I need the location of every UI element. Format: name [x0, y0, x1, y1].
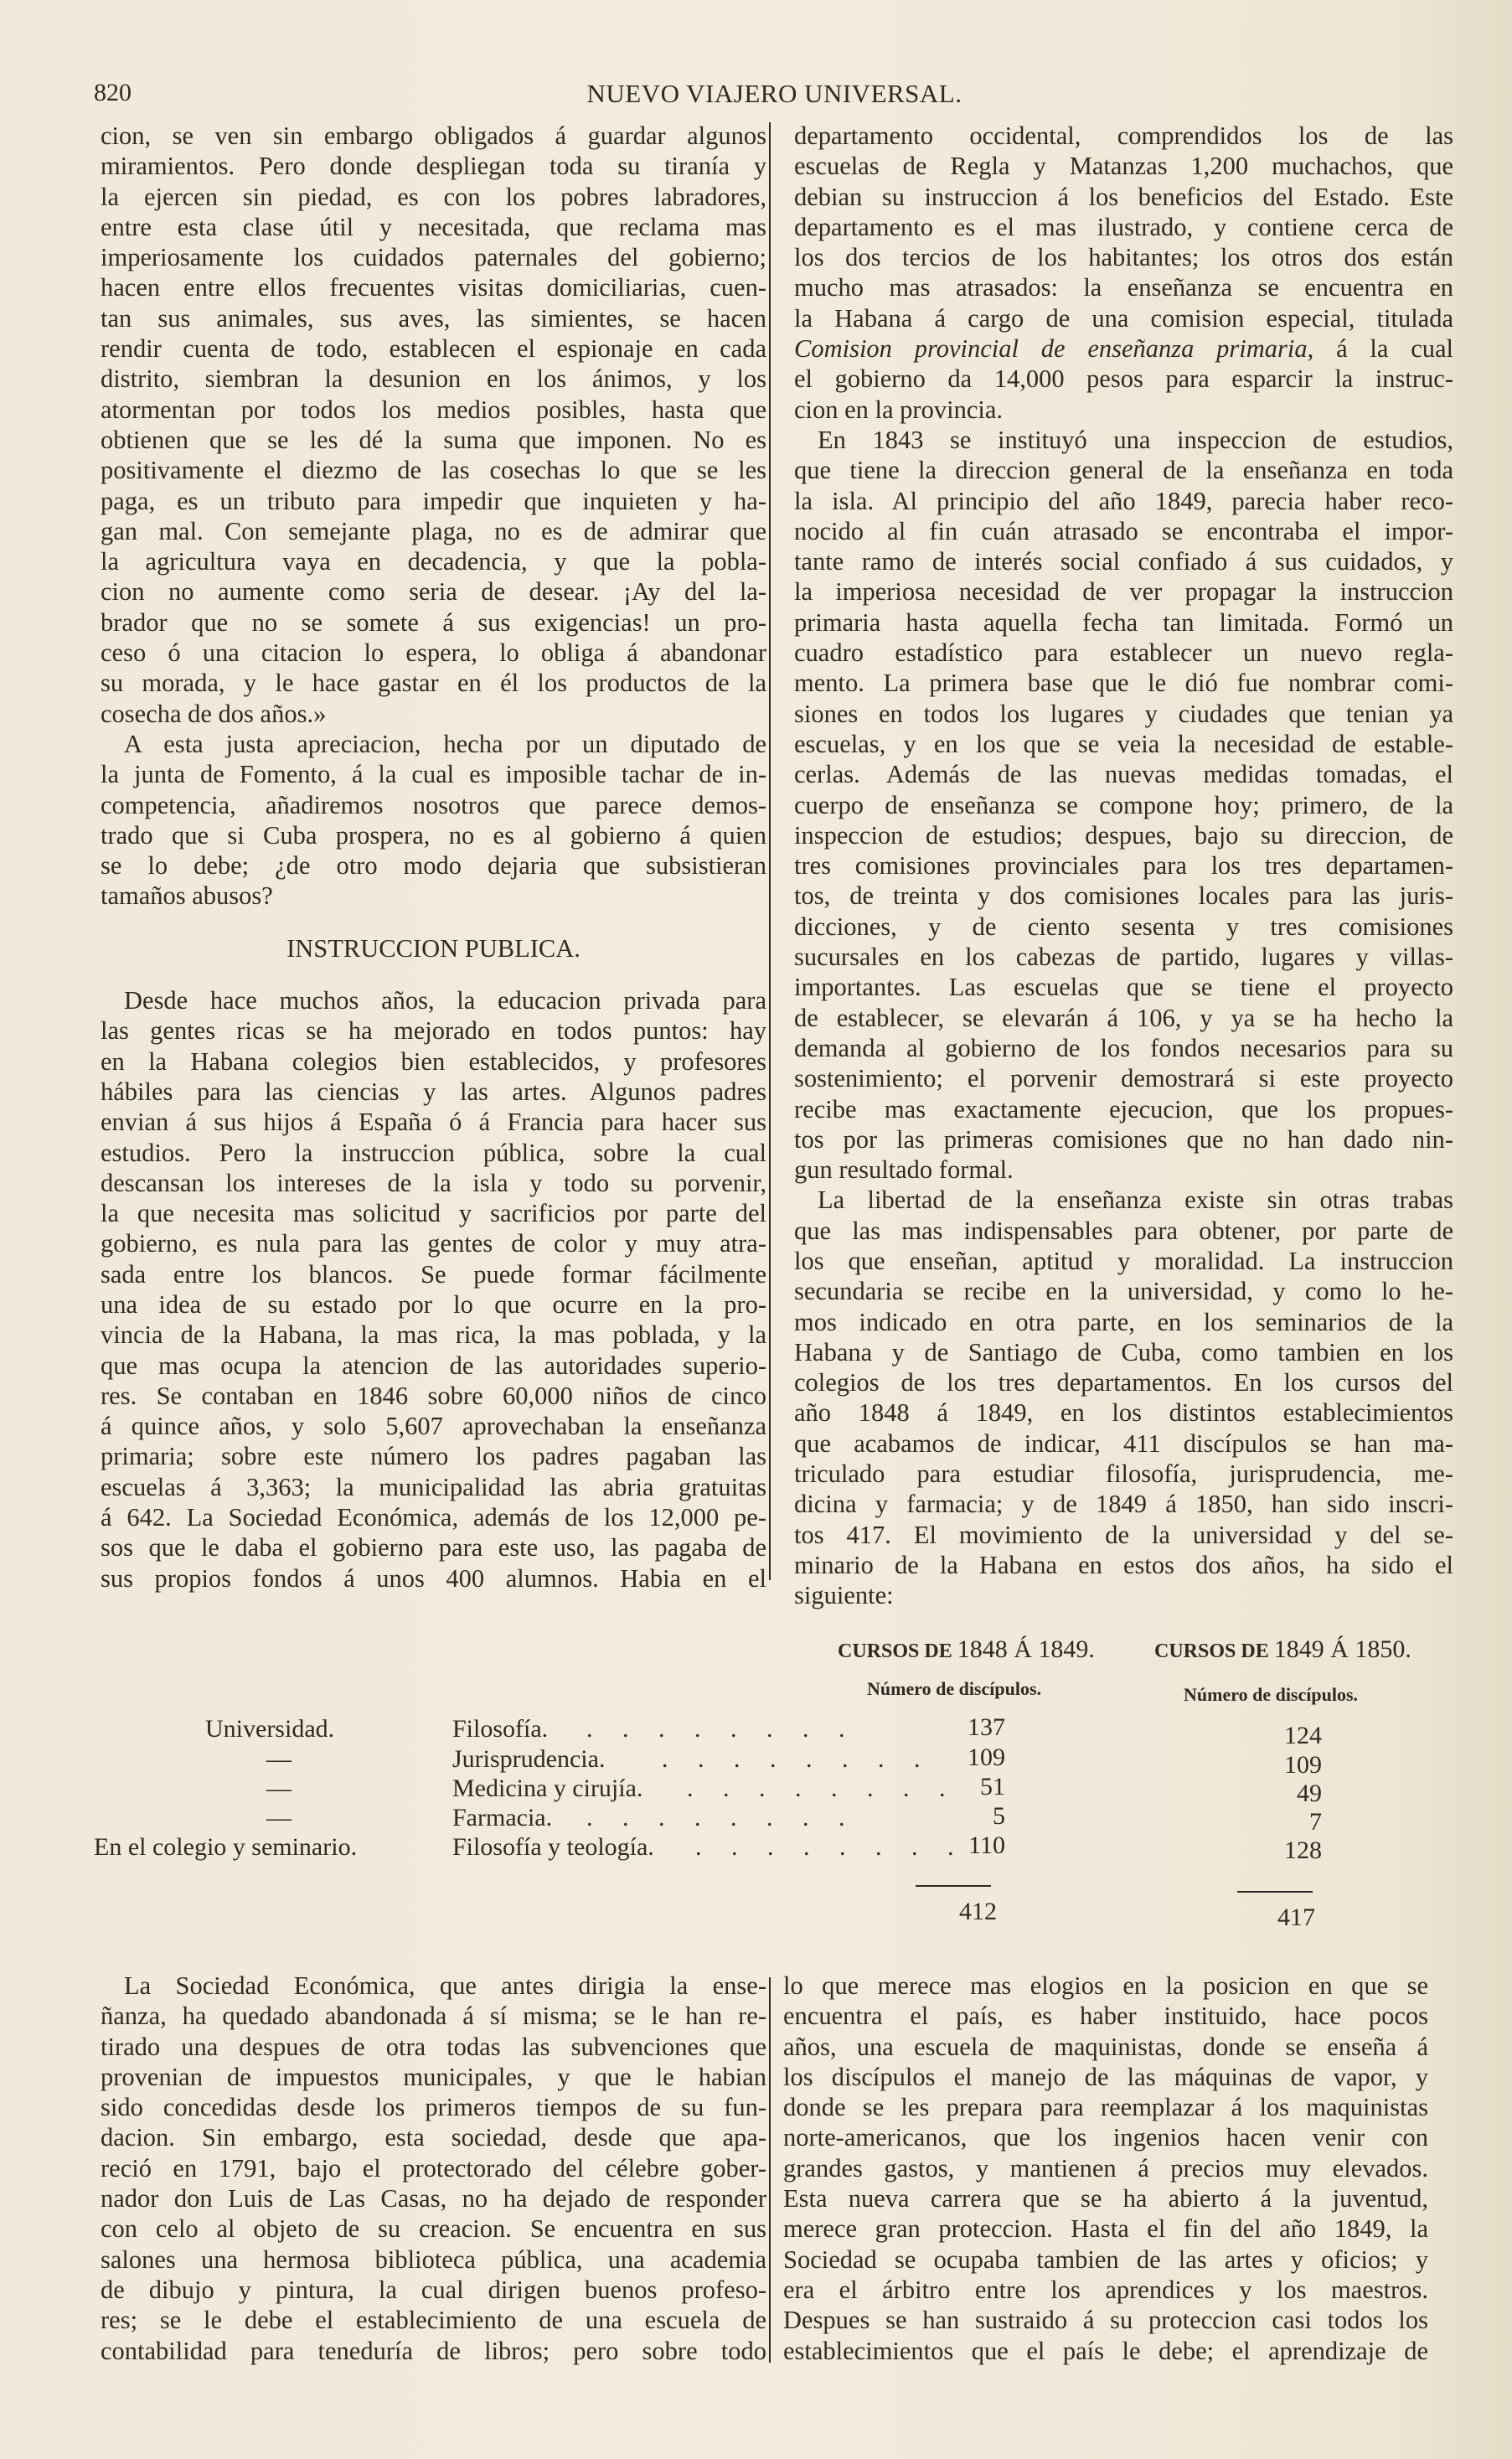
text-line: escuelas de Regla y Matanzas 1,200 muchachos, que [794, 152, 1453, 181]
text-line: de establecer, se elevarán á 106, y ya se ha hecho la [794, 1003, 1453, 1032]
text-line: dacion. Sin embargo, esta sociedad, desde que apa- [101, 2123, 766, 2152]
italic-title: Comision provincial de enseñanza primaria [794, 334, 1308, 364]
text-line: imperiosamente los cuidados paternales del gobierno; [101, 243, 766, 272]
text-line: tamaños abusos? [101, 881, 273, 911]
text-line: grandes gastos, y mantienen á precios muy elevados. [783, 2153, 1428, 2183]
header-years: 1848 Á 1849. [957, 1635, 1095, 1663]
text-line: rendir cuenta de todo, establecen el espionaje en cada [101, 334, 766, 364]
subject-label: Filosofía y teología. [452, 1833, 654, 1861]
text-line: escuelas, y en los que se veia la necesidad de estable- [794, 729, 1453, 758]
value-1849: 7 [1309, 1808, 1322, 1836]
value-1848: 109 [968, 1744, 1005, 1771]
text-line: tres comisiones provinciales para los tres departamen- [794, 851, 1453, 881]
text-line: las gentes ricas se ha mejorado en todos puntos: hay [101, 1016, 766, 1046]
text-line: norte-americanos, que los ingenios hacen venir con [783, 2123, 1428, 2152]
text-line: dicina y farmacia; y de 1849 á 1850, han sido inscri- [794, 1490, 1453, 1519]
text-line: cosecha de dos años.» [101, 699, 327, 728]
text-line: cion en la provincia. [794, 395, 1003, 424]
text-line: salones una hermosa biblioteca pública, una academia [101, 2245, 766, 2274]
text-line: recibe mas exactamente ejecucion, que los propues- [794, 1094, 1453, 1124]
text-line: tos por las primeras comisiones que no han dado nin- [794, 1124, 1453, 1154]
table-header-1848 [838, 1635, 1095, 1664]
text-line: primaria hasta aquella fecha tan limitada. Formó un [794, 607, 1453, 637]
text-line: cion, se ven sin embargo obligados á guardar algunos [101, 121, 766, 150]
text-line: provenian de impuestos municipales, y que le habian [101, 2062, 766, 2091]
page-header [94, 79, 1455, 112]
text-line: año 1848 á 1849, en los distintos establecimientos [794, 1398, 1453, 1428]
text-line: mos indicado en otra parte, en los seminarios de la [794, 1307, 1453, 1336]
text-line: nocido al fin cuán atrasado se encontraba el impor- [794, 516, 1453, 545]
subject-label: Medicina y cirujía. [452, 1775, 643, 1802]
text-line: era el árbitro entre los aprendices y los maestros. [783, 2275, 1428, 2304]
text-line: departamento occidental, comprendidos los de las [794, 121, 1453, 150]
text-line: secundaria se recibe en la universidad, y como lo he- [794, 1277, 1453, 1306]
text-line: tos, de treinta y dos comisiones locales para las juris- [794, 881, 1453, 911]
leader-dots: . . . . . . . . [687, 1775, 957, 1802]
column-divider [769, 122, 771, 1580]
text-line: que tiene la direccion general de la enseñanza en toda [794, 456, 1453, 485]
text-line: sido concedidas desde los primeros tiempos de su fun- [101, 2093, 766, 2122]
text-line: vincia de la Habana, la mas rica, la mas poblada, y la [101, 1320, 766, 1350]
total-rule-1848 [916, 1885, 991, 1887]
right-column [794, 121, 1453, 1611]
value-1849: 124 [1284, 1722, 1322, 1749]
text-line: res. Se contaban en 1846 sobre 60,000 niños de cinco [101, 1381, 766, 1410]
subject-label: Farmacia. [452, 1804, 553, 1831]
text-line: ceso ó una citacion lo espera, lo obliga á abandonar [101, 638, 766, 668]
text-line: En 1843 se instituyó una inspeccion de estudios, [818, 425, 1453, 454]
text-line: atormentan por todos los medios posibles, hasta que [101, 395, 766, 424]
text-line: nador don Luis de Las Casas, no ha dejado de responder [101, 2184, 766, 2214]
section-heading: INSTRUCCION PUBLICA. [286, 933, 581, 963]
text-line: cuadro estadístico para establecer un nuevo regla- [794, 638, 1453, 668]
leader-dots: . . . . . . . . [695, 1833, 966, 1861]
text-line: descansan los intereses de la isla y todo su porvenir, [101, 1168, 766, 1197]
text-line: Esta nueva carrera que se ha abierto á la juventud, [783, 2184, 1428, 2214]
text-line: dicciones, y de ciento sesenta y tres comisiones [794, 912, 1453, 941]
text-line: á quince años, y solo 5,607 aprovechaban la enseñanza [101, 1412, 766, 1441]
text-line: la imperiosa necesidad de ver propagar la instruccion [794, 577, 1453, 607]
text-line: tos 417. El movimiento de la universidad y del se- [794, 1520, 1453, 1549]
header-prefix: CURSOS DE [838, 1640, 952, 1662]
text-line: mucho mas atrasados: la enseñanza se encuentra en [794, 273, 1453, 302]
value-1848: 137 [968, 1713, 1005, 1741]
text-line: demanda al gobierno de los fondos necesarios para su [794, 1033, 1453, 1062]
value-1848: 5 [993, 1802, 1005, 1830]
text-line: estudios. Pero la instruccion pública, sobre la cual [101, 1138, 766, 1167]
leader-dots: . . . . . . . . [586, 1804, 857, 1831]
subject-label: Filosofía. [452, 1715, 549, 1743]
value-1848: 51 [980, 1773, 1005, 1800]
text-line: gobierno, es nula para las gentes de color y muy atra- [101, 1229, 766, 1258]
text-fragment: , á la cual [1307, 334, 1453, 364]
subheader-1849: Número de discípulos. [1184, 1684, 1359, 1705]
text-line: cuerpo de enseñanza se compone hoy; primero, de la [794, 790, 1453, 819]
running-title: NUEVO VIAJERO UNIVERSAL. [586, 79, 962, 108]
text-line: La libertad de la enseñanza existe sin otras trabas [818, 1186, 1453, 1215]
text-line: tante ramo de interés social confiado á sus cuidados, y [794, 547, 1453, 576]
institution-label: — [266, 1804, 292, 1831]
bottom-left-column [101, 1971, 766, 2366]
institution-label: — [266, 1775, 292, 1802]
table-header-1849 [1154, 1635, 1411, 1664]
text-line: positivamente el diezmo de las cosechas lo que se les [101, 456, 766, 485]
text-line: tirado una despues de otra todas las subvenciones que [101, 2032, 766, 2061]
text-line: Desde hace muchos años, la educacion privada para [124, 986, 766, 1015]
text-line: que mas ocupa la atencion de las autoridades superio- [101, 1351, 766, 1380]
text-line: la ejercen sin piedad, es con los pobres labradores, [101, 182, 766, 211]
text-line: años, una escuela de maquinistas, donde se enseña á [783, 2032, 1428, 2061]
text-line: tan sus animales, sus aves, las simientes, se hacen [101, 303, 766, 333]
text-line: ñanza, ha quedado abandonada á sí misma; se le han re- [101, 2002, 766, 2031]
text-line: lo que merece mas elogios en la posicion en que se [783, 1971, 1428, 2000]
text-line: res; se le debe el establecimiento de una escuela de [101, 2306, 766, 2335]
text-line: la isla. Al principio del año 1849, parecia haber reco- [794, 486, 1453, 515]
text-line: escuelas á 3,363; la municipalidad las abria gratuitas [101, 1472, 766, 1501]
text-line: una idea de su estado por lo que ocurre en la pro- [101, 1289, 766, 1319]
text-line: sucursales en los cabezas de partido, lugares y villas- [794, 943, 1453, 972]
text-line: gun resultado formal. [794, 1155, 1014, 1185]
text-line: de dibujo y pintura, la cual dirigen buenos profeso- [101, 2275, 766, 2304]
text-line: mento. La primera base que le dió fue nombrar comi- [794, 669, 1453, 698]
leader-dots: . . . . . . . . [586, 1715, 857, 1743]
text-line: obtienen que se les dé la suma que imponen. No es [101, 425, 766, 454]
institution-label: En el colegio y seminario. [94, 1833, 358, 1861]
header-prefix: CURSOS DE [1154, 1640, 1269, 1662]
text-line: sostenimiento; el porvenir demostrará si este proyecto [794, 1064, 1453, 1093]
bottom-column-divider [769, 1977, 771, 2363]
total-rule-1849 [1237, 1891, 1313, 1893]
text-line: envian á sus hijos á España ó á Francia para hacer sus [101, 1108, 766, 1137]
text-line: la que necesita mas solicitud y sacrificios por parte del [101, 1199, 766, 1228]
value-1849: 49 [1297, 1780, 1322, 1807]
text-line: Habana y de Santiago de Cuba, como tambien en los [794, 1337, 1453, 1366]
text-line: Despues se han sustraido á su proteccion casi todos los [783, 2306, 1428, 2335]
text-line: debian su instruccion á los beneficios del Estado. Este [794, 182, 1453, 211]
text-line: Sociedad se ocupaba tambien de las artes y oficios; y [783, 2245, 1428, 2274]
subject-label: Jurisprudencia. [452, 1745, 606, 1773]
text-line: entre esta clase útil y necesitada, que reclama mas [101, 212, 766, 241]
text-line: contabilidad para teneduría de libros; pero sobre todo [101, 2336, 766, 2365]
leader-dots: . . . . . . . . [662, 1745, 932, 1773]
text-line: brador que no se somete á sus exigencias! un pro- [101, 607, 766, 637]
subheader-1848: Número de discípulos. [867, 1678, 1042, 1699]
text-line: el gobierno da 14,000 pesos para esparcir la instruc- [794, 364, 1453, 394]
text-line: que acabamos de indicar, 411 discípulos se han ma- [794, 1428, 1453, 1458]
text-line: reció en 1791, bajo el protectorado del célebre gober- [101, 2153, 766, 2183]
text-line: merece gran proteccion. Hasta el fin del año 1849, la [783, 2214, 1428, 2244]
text-line: competencia, añadiremos nosotros que parece demos- [101, 790, 766, 819]
text-line: la Habana á cargo de una comision especial, titulada [794, 303, 1453, 333]
value-1849: 128 [1284, 1837, 1322, 1864]
text-line: cion no aumente como seria de desear. ¡Ay del la- [101, 577, 766, 607]
text-line: encuentra el país, es haber instituido, hace pocos [783, 2002, 1428, 2031]
text-line: la junta de Fomento, á la cual es imposible tachar de in- [101, 760, 766, 789]
text-line: hábiles para las ciencias y las artes. Algunos padres [101, 1077, 766, 1106]
text-line: triculado para estudiar filosofía, jurisprudencia, me- [794, 1459, 1453, 1489]
text-line: cerlas. Además de las nuevas medidas tomadas, el [794, 760, 1453, 789]
text-line: su morada, y le hace gastar en él los productos de la [101, 669, 766, 698]
text-line: distrito, siembran la desunion en los ánimos, y los [101, 364, 766, 394]
text-line: siones en todos los lugares y ciudades que tenian ya [794, 699, 1453, 728]
text-line: gan mal. Con semejante plaga, no es de admirar que [101, 516, 766, 545]
text-line: primaria; sobre este número los padres pagaban las [101, 1442, 766, 1471]
bottom-right-column [783, 1971, 1428, 2366]
text-line: se lo debe; ¿de otro modo dejaria que subsistieran [101, 851, 766, 881]
text-line: la agricultura vaya en decadencia, y que la pobla- [101, 547, 766, 576]
text-line: importantes. Las escuelas que se tiene el proyecto [794, 973, 1453, 1002]
institution-label: Universidad. [205, 1715, 335, 1743]
text-line: inspeccion de estudios; despues, bajo su direccion, de [794, 820, 1453, 850]
header-years: 1849 Á 1850. [1273, 1635, 1411, 1663]
text-line: á 642. La Sociedad Económica, además de los 12,000 pe- [101, 1503, 766, 1532]
text-line: donde se les prepara para reemplazar á los maquinistas [783, 2093, 1428, 2122]
text-line: miramientos. Pero donde despliegan toda su tiranía y [101, 152, 766, 181]
text-line: sus propios fondos á unos 400 alumnos. Habia en el [101, 1563, 766, 1593]
text-line: departamento es el mas ilustrado, y contiene cerca de [794, 212, 1453, 241]
text-line: siguiente: [794, 1581, 894, 1610]
text-line: establecimientos que el país le debe; el aprendizaje de [783, 2336, 1428, 2365]
text-line: en la Habana colegios bien establecidos, y profesores [101, 1046, 766, 1076]
total-1848: 412 [959, 1898, 997, 1925]
left-column [101, 121, 766, 1594]
total-1849: 417 [1277, 1904, 1315, 1931]
text-line: los discípulos el manejo de las máquinas de vapor, y [783, 2062, 1428, 2091]
text-line: minario de la Habana en estos dos años, ha sido el [794, 1550, 1453, 1579]
text-line: que las mas indispensables para obtener, por parte de [794, 1216, 1453, 1245]
value-1848: 110 [968, 1831, 1005, 1859]
text-line: trado que si Cuba prospera, no es al gobierno á quien [101, 820, 766, 850]
text-line: La Sociedad Económica, que antes dirigia la ense- [124, 1971, 766, 2000]
page-number: 820 [94, 79, 132, 106]
text-line: los dos tercios de los habitantes; los otros dos están [794, 243, 1453, 272]
text-line: sos que le daba el gobierno para este uso, las pagaba de [101, 1533, 766, 1563]
text-line [794, 333, 1453, 364]
text-line: colegios de los tres departamentos. En los cursos del [794, 1368, 1453, 1397]
text-line: sada entre los blancos. Se puede formar fácilmente [101, 1259, 766, 1289]
text-line: hacen entre ellos frecuentes visitas domiciliarias, cuen- [101, 273, 766, 302]
institution-label: — [266, 1745, 292, 1773]
text-line: con celo al objeto de su creacion. Se encuentra en sus [101, 2214, 766, 2244]
text-line: A esta justa apreciacion, hecha por un diputado de [124, 729, 766, 758]
value-1849: 109 [1284, 1751, 1322, 1779]
text-line: los que enseñan, aptitud y moralidad. La instruccion [794, 1246, 1453, 1275]
text-line: paga, es un tributo para impedir que inquieten y ha- [101, 486, 766, 515]
